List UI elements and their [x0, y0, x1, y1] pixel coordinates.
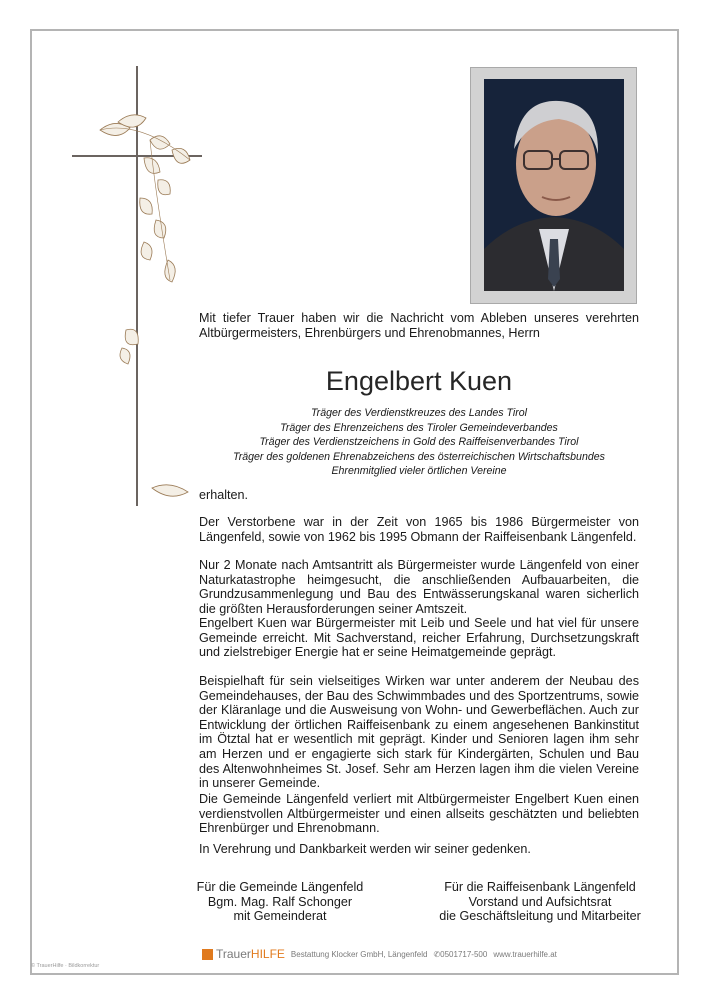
paragraph: In Verehrung und Dankbarkeit werden wir seiner gedenken.	[199, 842, 531, 856]
trauerhilfe-logo-icon	[202, 949, 213, 960]
signature-line: Für die Gemeinde Längenfeld	[196, 880, 364, 894]
erhalten-text: erhalten.	[199, 488, 249, 502]
phone-number: 0501717-500	[440, 949, 488, 959]
honor-item: Träger des Ehrenzeichens des Tiroler Gemeindeverbandes	[280, 421, 558, 434]
paragraph: Beispielhaft für sein vielseitiges Wirken war unter anderem der Neubau des Gemeindehauses, der Bau des Schwimmbades und des Sportzentrums, sowie der Kläranlage und die Ausweisung von Wohn- und Gewerbeflächen. Auch zur Entwicklung der örtlichen Raiffeisenbank zu einem angesehenen Bankinstitut im Ötztal hat er wesentlich mit geprägt. Kinder und Senioren lagen ihm sehr am Herzen und er engagierte sich stark für Kindergärten, Schulen und Bau des Altenwohnheimes St. Josef. Sehr am Herzen lagen ihm die vielen Vereine in unserer Gemeinde.	[199, 674, 639, 791]
signature-line: die Geschäftsleitung und Mitarbeiter	[439, 909, 641, 924]
deceased-name: Engelbert Kuen	[325, 366, 513, 396]
honor-item: Träger des Verdienstzeichens in Gold des Raiffeisenverbandes Tirol	[259, 436, 579, 448]
signature-line: Vorstand und Aufsichtsrat	[468, 894, 612, 909]
signature-line: Bgm. Mag. Ralf Schonger	[207, 894, 353, 909]
paragraph: Nur 2 Monate nach Amtsantritt als Bürgermeister wurde Längenfeld von einer Naturkatastrophe heimgesucht, die anschließenden Aufbauarbeiten, die Grundzusammenlegung und Bau des Entwässerungskanal waren sicherlich die größten Herausforderungen seiner Amtszeit.	[199, 558, 639, 616]
signature-line: mit Gemeinderat	[233, 909, 327, 924]
signature-line: Für die Raiffeisenbank Längenfeld	[444, 880, 636, 894]
signature-municipality	[190, 880, 370, 924]
paragraph: Die Gemeinde Längenfeld verliert mit Altbürgermeister Engelbert Kuen einen verdienstvollen Altbürgermeister und einen allseits geschätzten und beliebten Ehrenbürger und Ehrenobmann.	[199, 792, 639, 836]
company-name: Bestattung Klocker GmbH, Längenfeld	[290, 949, 428, 959]
signature-bank	[420, 880, 660, 924]
honor-item: Träger des goldenen Ehrenabzeichens des österreichischen Wirtschaftsbundes	[233, 450, 605, 463]
birch-leaves-icon	[60, 100, 210, 520]
portrait-photo	[484, 79, 624, 291]
honors-list	[199, 406, 639, 479]
trauerhilfe-logo: TrauerHILFE	[216, 947, 285, 961]
paragraph: Engelbert Kuen war Bürgermeister mit Leib und Seele und hat viel für unsere Gemeinde erreicht. Mit Sachverstand, reicher Erfahrung, Durchsetzungskraft und zielstrebiger Energie hat er seine Heimatgemeinde geprägt.	[199, 616, 639, 660]
honor-item: Ehrenmitglied vieler örtlichen Vereine	[331, 465, 507, 477]
footer	[202, 947, 557, 961]
website-link[interactable]: www.trauerhilfe.at	[493, 949, 557, 959]
phone-icon: ✆	[433, 949, 441, 959]
intro-text: Mit tiefer Trauer haben wir die Nachricht vom Ableben unseres verehrten Altbürgermeisters, Ehrenbürgers und Ehrenobmannes, Herrn	[199, 311, 639, 340]
copyright-note: © TrauerHilfe · Bildkorrektur	[31, 963, 100, 969]
paragraph: Der Verstorbene war in der Zeit von 1965 bis 1986 Bürgermeister von Längenfeld, sowie von 1962 bis 1995 Obmann der Raiffeisenbank Längenfeld.	[199, 515, 639, 544]
honor-item: Träger des Verdienstkreuzes des Landes Tirol	[310, 407, 527, 419]
